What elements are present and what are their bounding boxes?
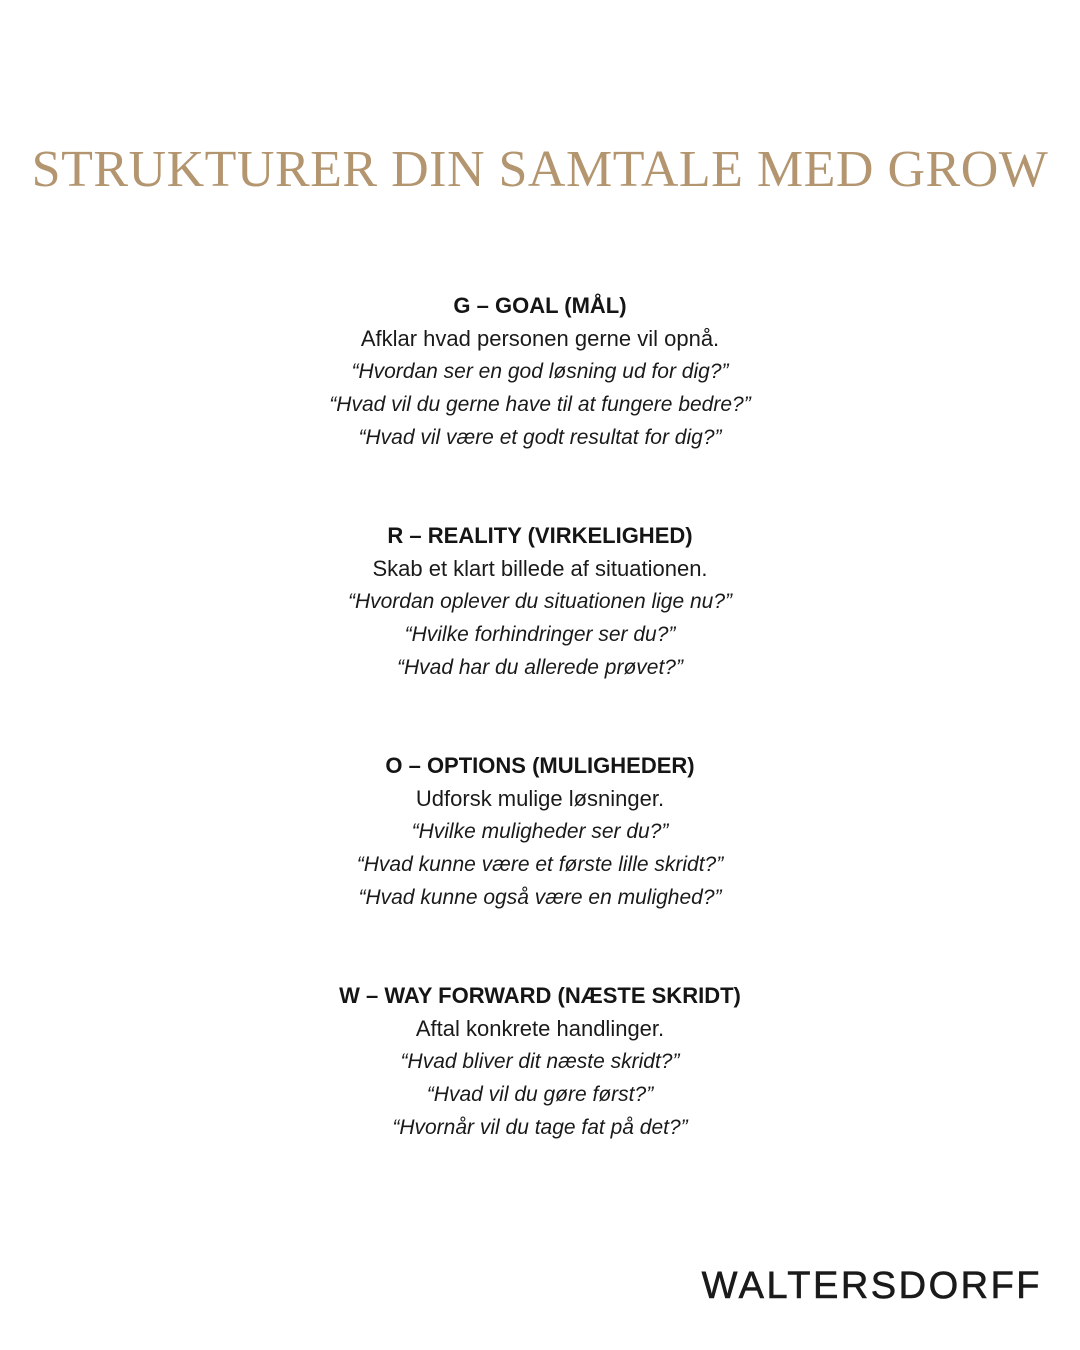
section-description: Skab et klart billede af situationen.: [372, 556, 708, 581]
section-question: “Hvornår vil du tage fat på det?”: [392, 1116, 688, 1139]
section-question: “Hvilke forhindringer ser du?”: [404, 623, 676, 646]
section-reality: [0, 519, 1080, 684]
section-question: “Hvad kunne også være en mulighed?”: [358, 886, 722, 909]
section-options: [0, 749, 1080, 914]
section-heading: W – WAY FORWARD (NÆSTE SKRIDT): [339, 983, 741, 1008]
section-question: “Hvordan ser en god løsning ud for dig?”: [351, 360, 729, 383]
section-question: “Hvad vil være et godt resultat for dig?”: [358, 426, 722, 449]
section-question: “Hvad bliver dit næste skridt?”: [400, 1050, 680, 1073]
section-question: “Hvad kunne være et første lille skridt?”: [356, 853, 724, 876]
section-description: Aftal konkrete handlinger.: [415, 1016, 665, 1041]
section-description: Afklar hvad personen gerne vil opnå.: [360, 326, 720, 351]
section-goal: [0, 289, 1080, 454]
section-question: “Hvad vil du gerne have til at fungere bedre?”: [329, 393, 751, 416]
section-heading: O – OPTIONS (MULIGHEDER): [385, 753, 695, 778]
section-question: “Hvordan oplever du situationen lige nu?”: [347, 590, 733, 613]
section-question: “Hvad vil du gøre først?”: [426, 1083, 654, 1106]
page-title: STRUKTURER DIN SAMTALE MED GROW: [31, 141, 1049, 198]
section-question: “Hvad har du allerede prøvet?”: [397, 656, 683, 679]
section-way-forward: [0, 979, 1080, 1144]
section-heading: G – GOAL (MÅL): [453, 293, 627, 318]
grow-sections: [0, 289, 1080, 1209]
brand-logo: WALTERSDORFF: [701, 1265, 1042, 1307]
section-description: Udforsk mulige løsninger.: [415, 786, 665, 811]
section-heading: R – REALITY (VIRKELIGHED): [387, 523, 693, 548]
section-question: “Hvilke muligheder ser du?”: [411, 820, 669, 843]
